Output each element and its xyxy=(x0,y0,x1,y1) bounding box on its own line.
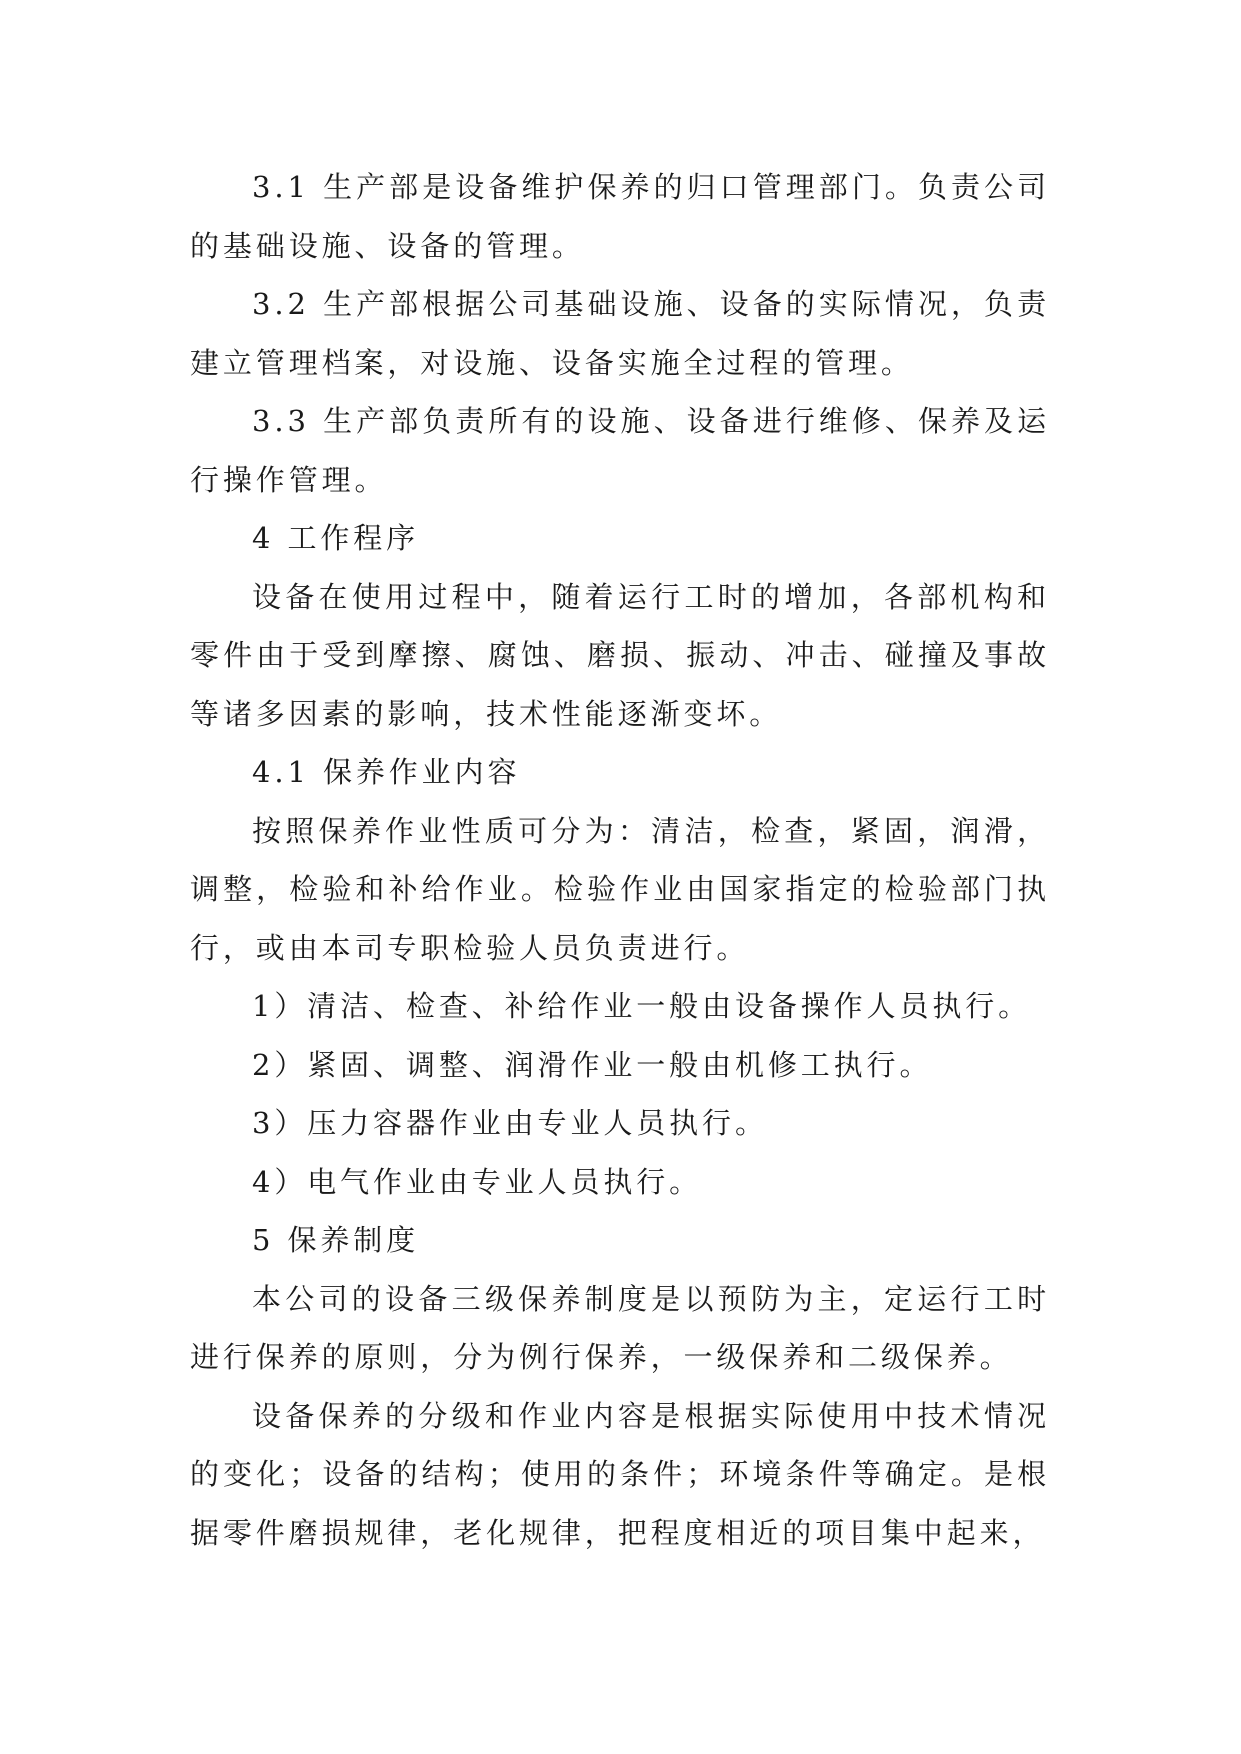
section-heading-4: 4 工作程序 xyxy=(252,521,420,555)
paragraph-5-detail: 设备保养的分级和作业内容是根据实际使用中技术情况的变化；设备的结构；使用的条件；环境条件等确定。是根据零件磨损规律，老化规律，把程度相近的项目集中起来， xyxy=(190,1398,1050,1550)
section-heading-4-1: 4.1 保养作业内容 xyxy=(252,755,521,789)
list-item-2: 2）紧固、调整、润滑作业一般由机修工执行。 xyxy=(252,1047,933,1082)
list-item-4: 4）电气作业由专业人员执行。 xyxy=(252,1164,703,1199)
list-item-3: 3）压力容器作业由专业人员执行。 xyxy=(252,1106,768,1140)
document-body xyxy=(190,158,1050,1562)
section-heading-5: 5 保养制度 xyxy=(252,1223,420,1257)
paragraph-5-body: 本公司的设备三级保养制度是以预防为主，定运行工时进行保养的原则，分为例行保养，一级保养和二级保养。 xyxy=(190,1281,1050,1374)
paragraph-3-2: 3.2 生产部根据公司基础设施、设备的实际情况，负责建立管理档案，对设施、设备实施全过程的管理。 xyxy=(190,287,1050,380)
list-item-1: 1）清洁、检查、补给作业一般由设备操作人员执行。 xyxy=(252,989,1032,1023)
paragraph-4-1-body: 按照保养作业性质可分为：清洁，检查，紧固，润滑，调整，检验和补给作业。检验作业由国家指定的检验部门执行，或由本司专职检验人员负责进行。 xyxy=(190,813,1050,965)
paragraph-3-1: 3.1 生产部是设备维护保养的归口管理部门。负责公司的基础设施、设备的管理。 xyxy=(190,170,1050,263)
paragraph-4-intro: 设备在使用过程中，随着运行工时的增加，各部机构和零件由于受到摩擦、腐蚀、磨损、振动、冲击、碰撞及事故等诸多因素的影响，技术性能逐渐变坏。 xyxy=(190,579,1050,731)
paragraph-3-3: 3.3 生产部负责所有的设施、设备进行维修、保养及运行操作管理。 xyxy=(190,404,1050,497)
